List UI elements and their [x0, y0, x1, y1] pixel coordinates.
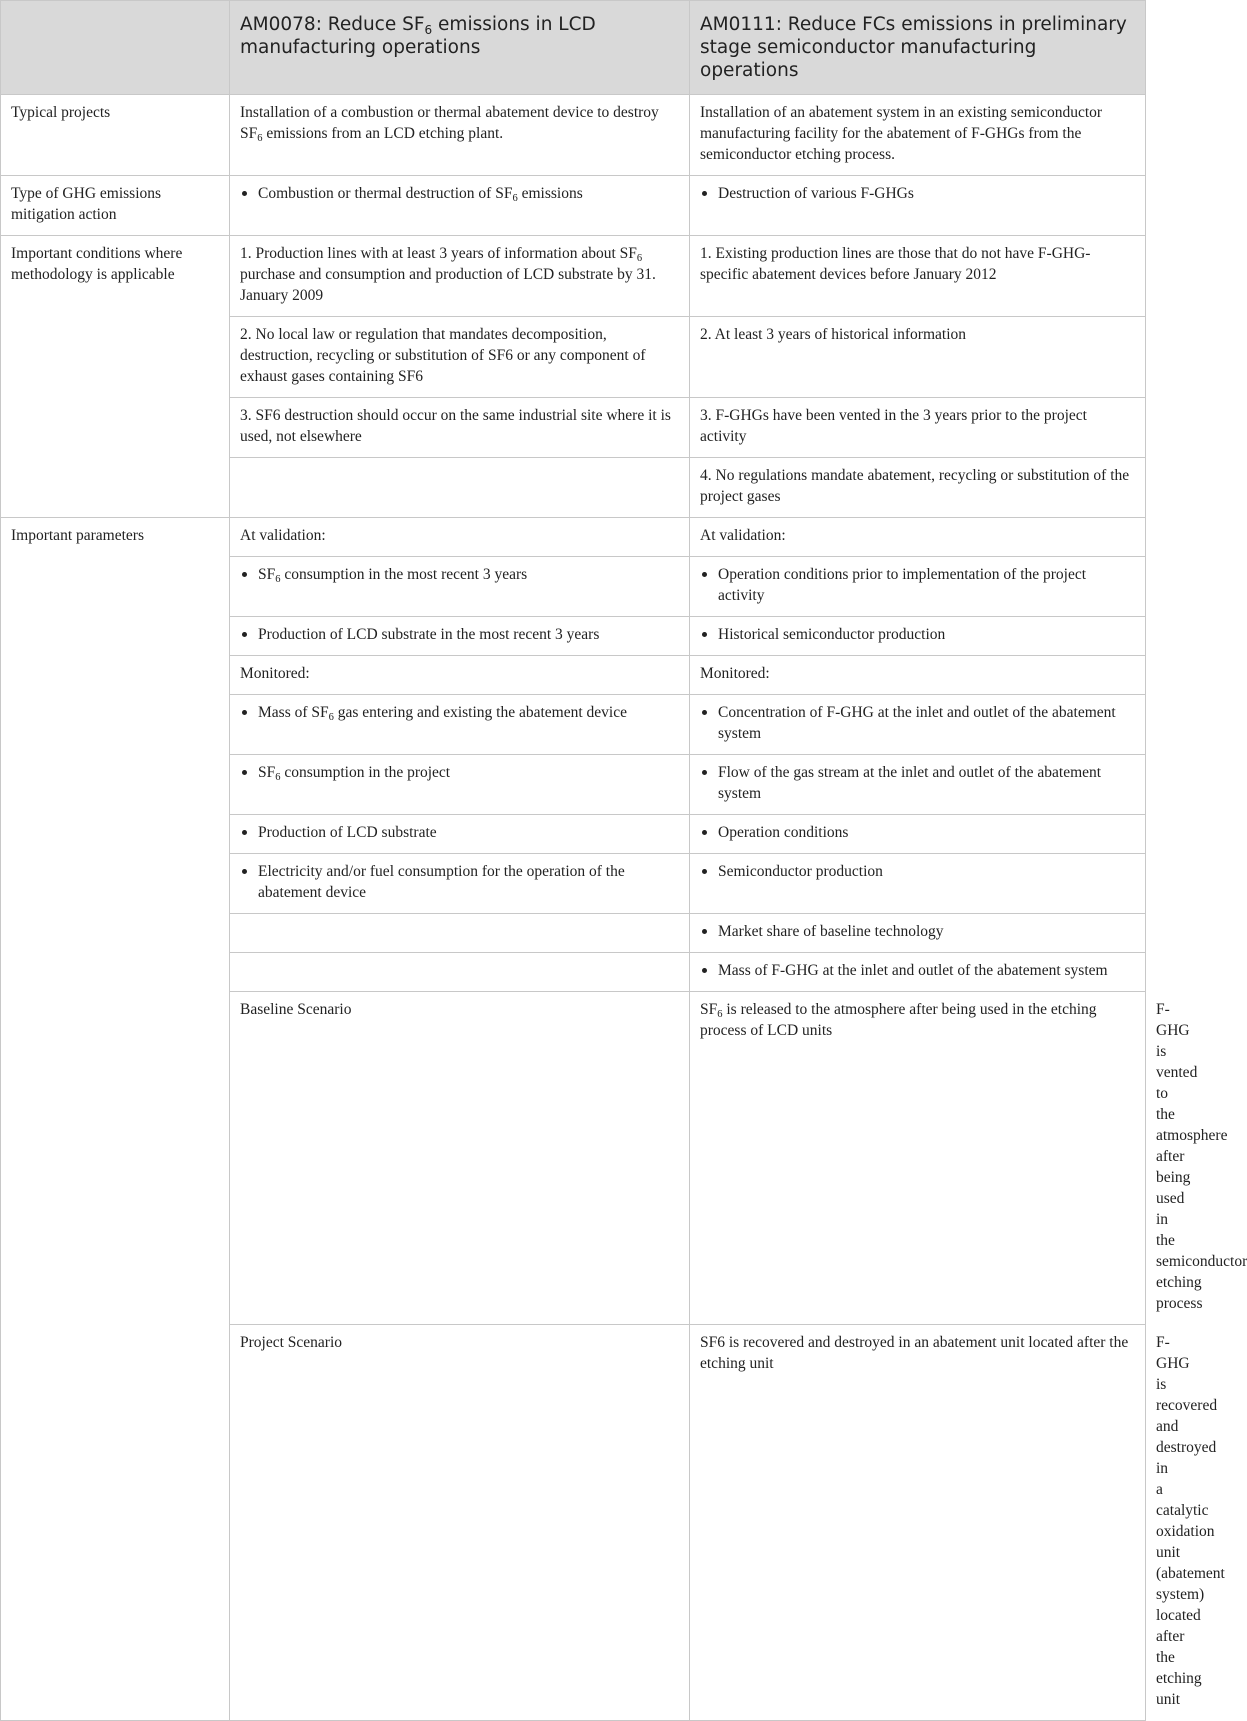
row-label-conditions: Important conditions where methodology is applicable: [1, 236, 230, 518]
table-row: [1, 95, 1146, 176]
validation-heading-am0078: At validation:: [230, 518, 690, 557]
validation-1-am0078: $SF_6$ consumption in the most recent 3 years: [230, 557, 690, 617]
condition-4-am0111: 4. No regulations mandate abatement, recycling or substitution of the project gases: [690, 458, 1146, 518]
bullet-icon: [242, 572, 247, 577]
bullet-icon: [702, 572, 707, 577]
monitored-1-am0078: Mass of $SF_6$ gas entering and existing the abatement device: [230, 695, 690, 755]
monitored-heading-am0078: Monitored:: [230, 656, 690, 695]
condition-1-am0078: 1. Production lines with at least 3 years of information about $SF_6$ purchase and consumption and production of LCD substrate by 31. January 2009: [230, 236, 690, 317]
monitored-6-am0111: Mass of F-GHG at the inlet and outlet of the abatement system: [690, 953, 1146, 992]
table-row: [1, 236, 1146, 317]
bullet-icon: [242, 869, 247, 874]
monitored-5-am0078-empty: [230, 914, 690, 953]
monitored-3-am0111: Operation conditions: [690, 815, 1146, 854]
bullet-icon: [242, 632, 247, 637]
header-blank: [1, 1, 230, 95]
bullet-icon: [702, 632, 707, 637]
bullet-icon: [242, 770, 247, 775]
condition-2-am0078: 2. No local law or regulation that mandates decomposition, destruction, recycling or substitution of SF6 or any component of exhaust gases containing SF6: [230, 317, 690, 398]
table-row: Baseline Scenario $SF_6$ is released to the atmosphere after being used in the etching process of LCD units F-GHG is vented to the atmosphere after being used in the semiconductor etching process: [1, 992, 1146, 1325]
condition-1-am0111: 1. Existing production lines are those that do not have F-GHG-specific abatement devices before January 2012: [690, 236, 1146, 317]
header-am0111: AM0111: Reduce FCs emissions in preliminary stage semiconductor manufacturing operations: [690, 1, 1146, 95]
typical-am0078: Installation of a combustion or thermal abatement device to destroy $SF_6$ emissions from an LCD etching plant.: [230, 95, 690, 176]
validation-heading-am0111: At validation:: [690, 518, 1146, 557]
header-am0078: AM0078: Reduce $SF_6$ emissions in LCD manufacturing operations: [230, 1, 690, 95]
validation-1-am0111: Operation conditions prior to implementation of the project activity: [690, 557, 1146, 617]
bullet-icon: [702, 968, 707, 973]
condition-2-am0111: 2. At least 3 years of historical information: [690, 317, 1146, 398]
validation-2-am0111: Historical semiconductor production: [690, 617, 1146, 656]
bullet-icon: [242, 710, 247, 715]
row-label-mitigation-type: Type of GHG emissions mitigation action: [1, 176, 230, 236]
type-am0111: Destruction of various F-GHGs: [690, 176, 1146, 236]
table-row: Project Scenario SF6 is recovered and destroyed in an abatement unit located after the etching unit F-GHG is recovered and destroyed in a catalytic oxidation unit (abatement system) located after the etching unit: [1, 1325, 1146, 1721]
row-label-parameters: Important parameters: [1, 518, 230, 1721]
condition-4-am0078: [230, 458, 690, 518]
typical-am0111: Installation of an abatement system in an existing semiconductor manufacturing facility for the abatement of F-GHGs from the semiconductor etching process.: [690, 95, 1146, 176]
monitored-4-am0078: Electricity and/or fuel consumption for the operation of the abatement device: [230, 854, 690, 914]
header-row: [1, 1, 1146, 95]
monitored-6-am0078-empty: [230, 953, 690, 992]
monitored-1-am0111: Concentration of F-GHG at the inlet and outlet of the abatement system: [690, 695, 1146, 755]
row-label-baseline: Baseline Scenario: [230, 992, 690, 1325]
row-label-project: Project Scenario: [230, 1325, 690, 1721]
bullet-icon: [702, 191, 707, 196]
monitored-2-am0111: Flow of the gas stream at the inlet and outlet of the abatement system: [690, 755, 1146, 815]
monitored-3-am0078: Production of LCD substrate: [230, 815, 690, 854]
table-row: [1, 176, 1146, 236]
monitored-heading-am0111: Monitored:: [690, 656, 1146, 695]
bullet-icon: [702, 830, 707, 835]
monitored-4-am0111: Semiconductor production: [690, 854, 1146, 914]
baseline-am0078: $SF_6$ is released to the atmosphere after being used in the etching process of LCD units: [690, 992, 1146, 1325]
bullet-icon: [242, 191, 247, 196]
monitored-5-am0111: Market share of baseline technology: [690, 914, 1146, 953]
monitored-2-am0078: $SF_6$ consumption in the project: [230, 755, 690, 815]
bullet-icon: [702, 770, 707, 775]
project-am0078: SF6 is recovered and destroyed in an abatement unit located after the etching unit: [690, 1325, 1146, 1721]
bullet-icon: [242, 830, 247, 835]
row-label-typical-projects: Typical projects: [1, 95, 230, 176]
condition-3-am0078: 3. SF6 destruction should occur on the same industrial site where it is used, not elsewhere: [230, 398, 690, 458]
bullet-icon: [702, 929, 707, 934]
validation-2-am0078: Production of LCD substrate in the most recent 3 years: [230, 617, 690, 656]
type-am0078: Combustion or thermal destruction of $SF_6$ emissions: [230, 176, 690, 236]
bullet-icon: [702, 869, 707, 874]
bullet-icon: [702, 710, 707, 715]
table-row: [1, 518, 1146, 557]
condition-3-am0111: 3. F-GHGs have been vented in the 3 years prior to the project activity: [690, 398, 1146, 458]
